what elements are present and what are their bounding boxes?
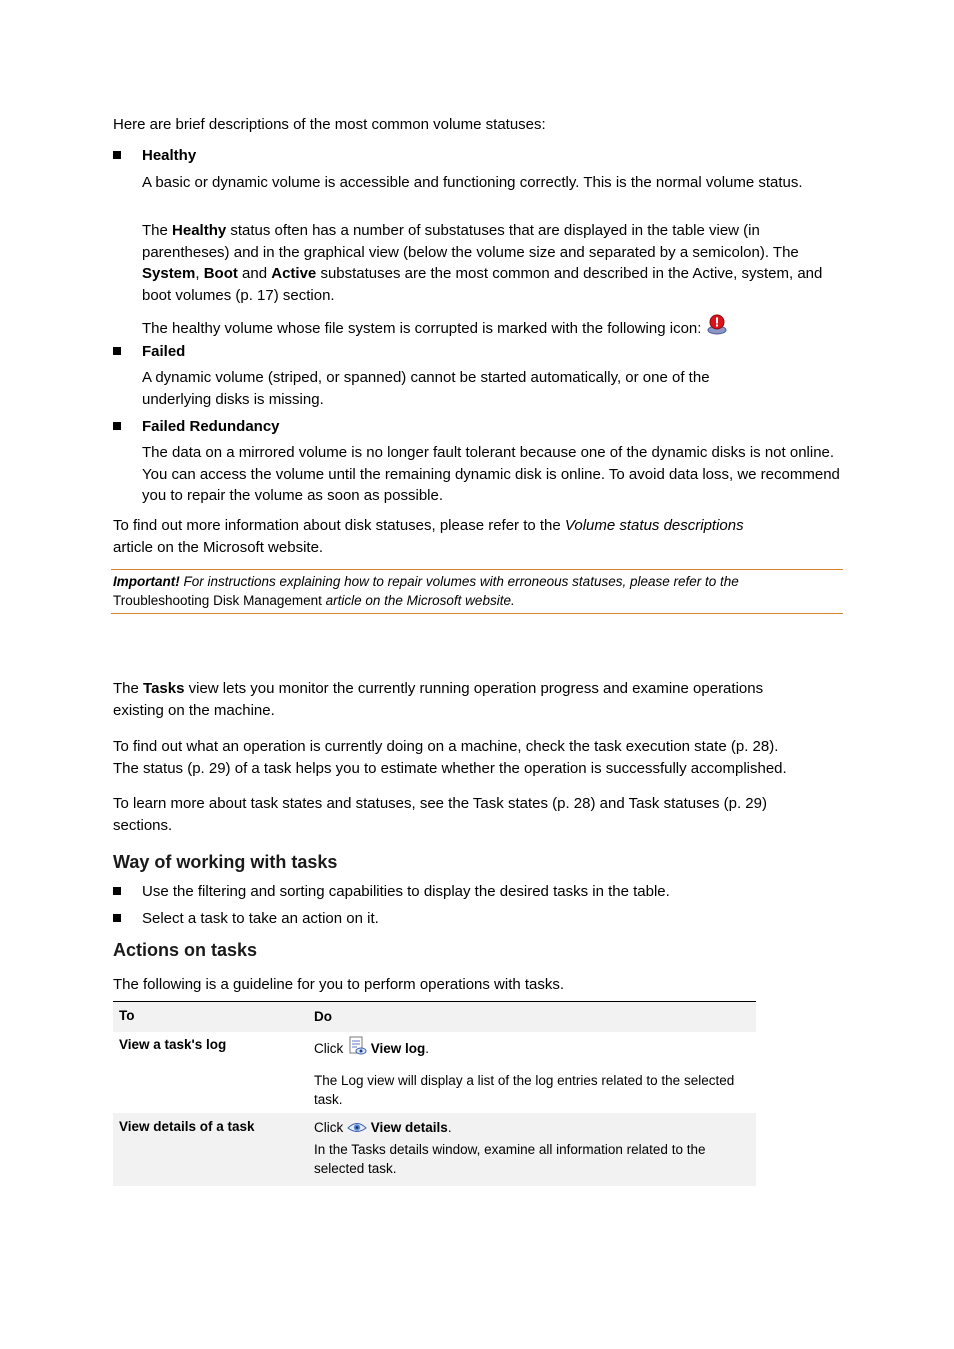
status-healthy-title: Healthy (142, 147, 197, 164)
column-header-to: To (119, 1008, 135, 1023)
bullet (113, 151, 121, 159)
more-info-text: To find out more information about disk statuses, please refer to the Volume status descriptions article on the Microsoft website. (113, 517, 744, 556)
view-details-label: View details (370, 1120, 448, 1135)
note-line-1: Important! For instructions explaining how to repair volumes with erroneous statuses, please refer to the (113, 574, 739, 589)
tasks-statuses-text: To learn more about task states and statuses, see the Task states (p. 28) and Task statuses (p. 29) sections. (113, 795, 767, 834)
table-row (113, 1113, 756, 1186)
list-item: Select a task to take an action on it. (142, 910, 379, 927)
view-details-icon (347, 1121, 367, 1140)
table-row (113, 1032, 756, 1113)
tasks-intro: The Tasks view lets you monitor the currently running operation progress and examine operations existing on the machine. (113, 680, 764, 719)
bullet (113, 914, 121, 922)
way-of-working-heading: Way of working with tasks (113, 852, 338, 872)
row-to: View a task's log (119, 1037, 227, 1052)
bullet (113, 887, 121, 895)
actions-intro: The following is a guideline for you to perform operations with tasks. (113, 976, 565, 993)
view-log-label: View log (370, 1041, 426, 1056)
status-failed-description: A dynamic volume (striped, or spanned) cannot be started automatically, or one of the underlying disks is missing. (142, 369, 710, 408)
table-header (113, 1001, 756, 1032)
row-do (314, 1036, 754, 1109)
row-to: View details of a task (119, 1119, 255, 1134)
row-do (314, 1118, 754, 1178)
bullet (113, 347, 121, 355)
bullet (113, 422, 121, 430)
corrupted-volume-icon (706, 314, 728, 343)
row-do-detail: In the Tasks details window, examine all information related to the selected task. (314, 1142, 706, 1176)
row-do-action: Click View details. (314, 1118, 754, 1140)
status-failed-redundancy-description: The data on a mirrored volume is no longer fault tolerant because one of the dynamic disks is not online. You can access the volume until the remaining dynamic disk is online. To avoid data loss, we recommend you to repair the volume as soon as possible. (142, 444, 840, 504)
column-header-do: Do (314, 1009, 332, 1024)
status-healthy-substatuses: The Healthy status often has a number of substatuses that are displayed in the table view (in parentheses) and in the graphical view (below the volume size and separated by a semicolon). The System, Boot and Active substatuses are the most common and described in the Active, system, and boot volumes (p. 17) section. (142, 222, 823, 304)
status-healthy-corrupted: The healthy volume whose file system is corrupted is marked with the following icon: (142, 314, 862, 343)
status-failed-redundancy-title: Failed Redundancy (142, 418, 280, 435)
intro-text: Here are brief descriptions of the most common volume statuses: (113, 116, 546, 133)
status-failed-title: Failed (142, 343, 186, 360)
row-do-detail: The Log view will display a list of the log entries related to the selected task. (314, 1073, 735, 1107)
actions-heading: Actions on tasks (113, 940, 258, 960)
row-do-action: Click View log. (314, 1036, 754, 1061)
note-line-2: Troubleshooting Disk Management article on the Microsoft website. (113, 593, 515, 608)
tasks-state-text: To find out what an operation is currently doing on a machine, check the task execution state (p. 28). The status (p. 29) of a task helps you to estimate whether the operation is successfully accomplished. (113, 738, 787, 777)
status-healthy-description: A basic or dynamic volume is accessible and functioning correctly. This is the normal volume status. (142, 174, 803, 191)
important-note (111, 569, 843, 614)
list-item: Use the filtering and sorting capabilities to display the desired tasks in the table. (142, 883, 670, 900)
view-log-icon (347, 1036, 367, 1061)
